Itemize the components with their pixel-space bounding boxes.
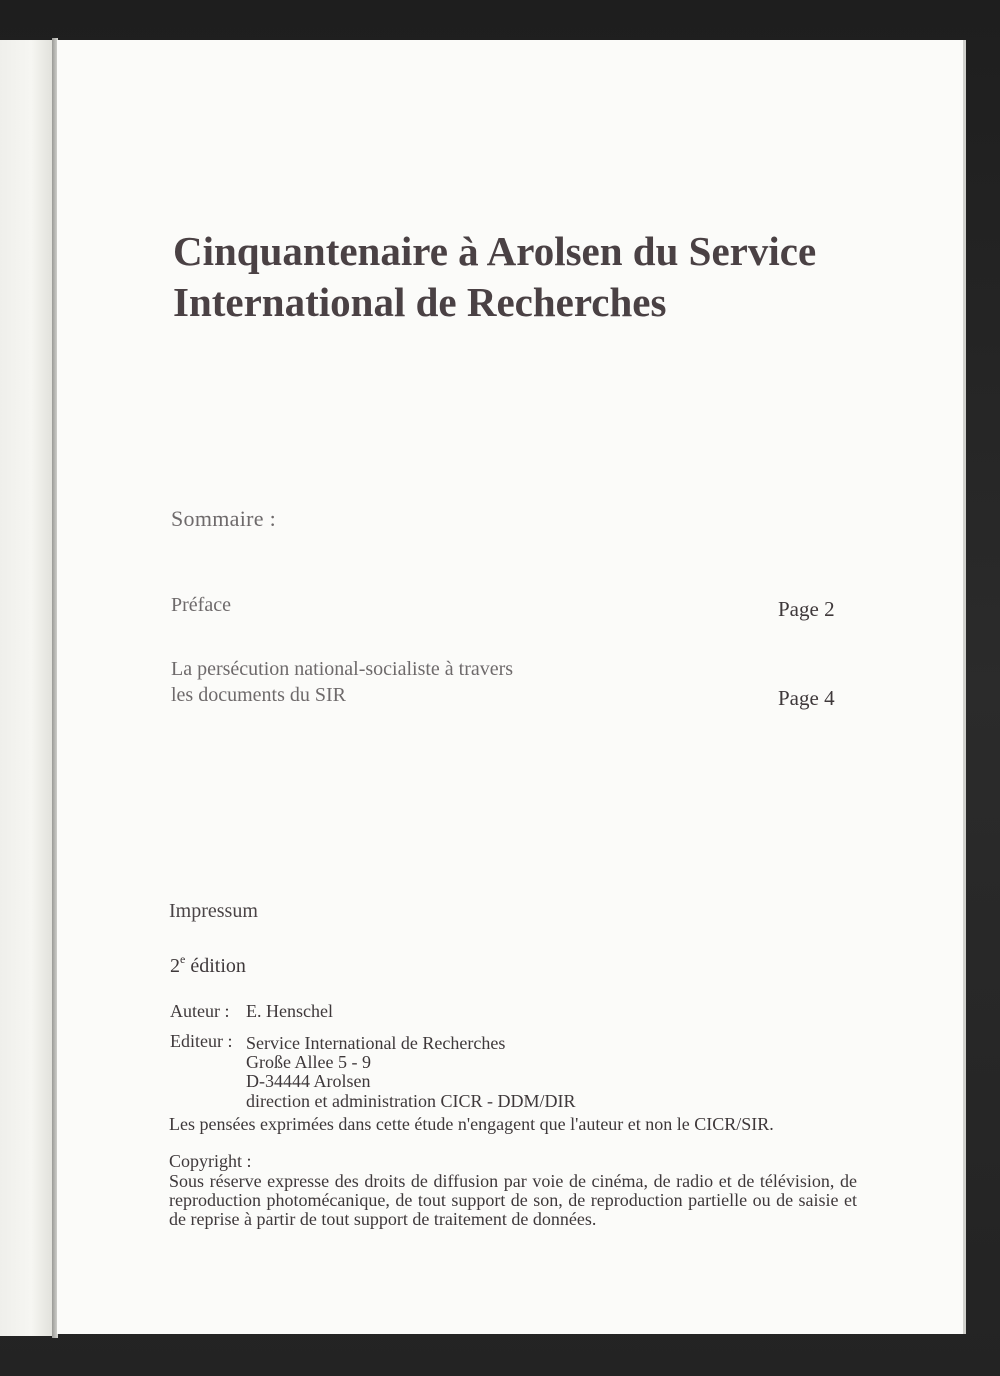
previous-page-edge bbox=[0, 40, 52, 1336]
edition-superscript: e bbox=[180, 952, 186, 966]
title-line-2: International de Recherches bbox=[173, 279, 667, 325]
copyright-label: Copyright : bbox=[169, 1151, 252, 1171]
toc-entry-persecution-page: Page 4 bbox=[778, 686, 835, 710]
title-line-1: Cinquantenaire à Arolsen du Service bbox=[173, 228, 817, 274]
disclaimer-text: Les pensées exprimées dans cette étude n'engagent que l'auteur et non le CICR/SIR. bbox=[169, 1114, 774, 1134]
editor-line-3: D-34444 Arolsen bbox=[246, 1071, 371, 1091]
toc-heading: Sommaire : bbox=[171, 506, 277, 531]
editor-label: Editeur : bbox=[170, 1031, 233, 1051]
toc-entry-preface-title: Préface bbox=[171, 594, 231, 616]
editor-line-1: Service International de Recherches bbox=[246, 1033, 506, 1053]
editor-line-4: direction et administration CICR - DDM/DIR bbox=[246, 1091, 576, 1111]
edition-line bbox=[170, 952, 246, 978]
author-name: E. Henschel bbox=[246, 1001, 333, 1021]
toc-entry-persecution-title-line-1: La persécution national-socialiste à travers bbox=[171, 658, 514, 680]
copyright-text: Sous réserve expresse des droits de diffusion par voie de cinéma, de radio et de télévision, de reproduction photomécanique, de tout support de son, de reproduction partielle ou de saisie et de reprise à partir de tout support de traitement de données. bbox=[169, 1171, 857, 1229]
document-title bbox=[173, 226, 893, 328]
document-page bbox=[57, 40, 963, 1334]
editor-line-2: Große Allee 5 - 9 bbox=[246, 1052, 371, 1072]
impressum-heading: Impressum bbox=[169, 900, 258, 922]
edition-number: 2 bbox=[170, 955, 180, 977]
author-label: Auteur : bbox=[170, 1001, 230, 1021]
toc-entry-preface-page: Page 2 bbox=[778, 597, 835, 621]
edition-word: édition bbox=[185, 955, 246, 977]
toc-entry-persecution-title-line-2: les documents du SIR bbox=[171, 684, 346, 706]
